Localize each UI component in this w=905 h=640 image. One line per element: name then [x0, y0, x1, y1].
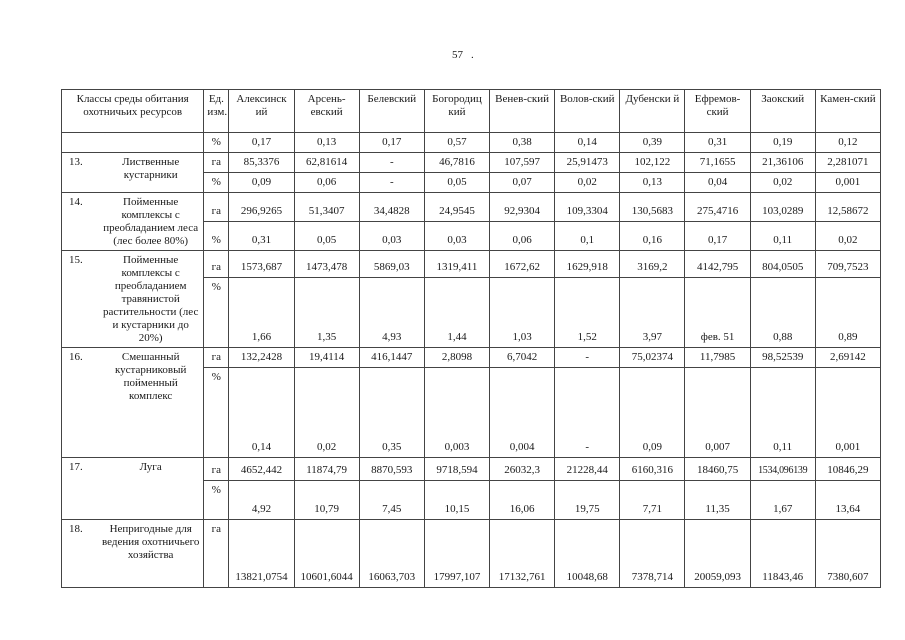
class-cell	[62, 153, 204, 193]
table-cell: 0,12	[815, 133, 880, 153]
table-cell: 4142,795	[685, 251, 750, 278]
table-cell: 130,5683	[620, 193, 685, 222]
table-cell: 0,09	[620, 368, 685, 458]
table-cell: 0,03	[359, 222, 424, 251]
table-cell: 4,93	[359, 278, 424, 348]
table-cell: 7,45	[359, 481, 424, 520]
table-cell: 0,02	[815, 222, 880, 251]
table-cell: 12,58672	[815, 193, 880, 222]
table-cell: 0,02	[294, 368, 359, 458]
header-district: Дубенски й	[620, 90, 685, 133]
table-header-row	[62, 90, 881, 133]
table-cell: 0,13	[294, 133, 359, 153]
table-cell: 2,69142	[815, 348, 880, 368]
table-cell: 34,4828	[359, 193, 424, 222]
unit-cell: га	[204, 153, 229, 173]
class-index: 15.	[69, 254, 83, 266]
table-cell: 0,57	[424, 133, 489, 153]
table-row	[62, 348, 881, 368]
table-cell: 0,17	[685, 222, 750, 251]
table-cell: 296,9265	[229, 193, 294, 222]
table-cell: 25,91473	[555, 153, 620, 173]
table-row	[62, 520, 881, 588]
table-cell: 46,7816	[424, 153, 489, 173]
table-cell: 0,06	[294, 173, 359, 193]
table-cell: 3169,2	[620, 251, 685, 278]
table-cell: 0,09	[229, 173, 294, 193]
table-cell: -	[555, 368, 620, 458]
table-cell: 10,79	[294, 481, 359, 520]
header-district: Венев-ский	[490, 90, 555, 133]
table-cell: 11,35	[685, 481, 750, 520]
table-cell: 71,1655	[685, 153, 750, 173]
table-cell: 0,1	[555, 222, 620, 251]
table-cell: 0,007	[685, 368, 750, 458]
table-cell: 0,001	[815, 368, 880, 458]
table-cell: 132,2428	[229, 348, 294, 368]
header-district: Белевский	[359, 90, 424, 133]
class-name: Пойменные комплексы с преобладанием леса (лес более 80%)	[103, 196, 199, 247]
table-cell: 0,17	[359, 133, 424, 153]
table-cell: 26032,3	[490, 458, 555, 481]
page-mark: .	[471, 49, 474, 61]
table-cell: 0,11	[750, 368, 815, 458]
unit-cell: %	[204, 173, 229, 193]
table-cell: 11,7985	[685, 348, 750, 368]
unit-cell: га	[204, 251, 229, 278]
table-cell: 103,0289	[750, 193, 815, 222]
table-cell: 0,02	[750, 173, 815, 193]
table-cell: 107,597	[490, 153, 555, 173]
table-cell: 7378,714	[620, 520, 685, 588]
unit-cell: %	[204, 368, 229, 458]
table-cell: 1,52	[555, 278, 620, 348]
table-cell: 24,9545	[424, 193, 489, 222]
table-cell: 0,03	[424, 222, 489, 251]
header-district: Алексинск ий	[229, 90, 294, 133]
table-cell: 62,81614	[294, 153, 359, 173]
table-cell: 10048,68	[555, 520, 620, 588]
table-cell: 0,19	[750, 133, 815, 153]
table-cell: 21,36106	[750, 153, 815, 173]
table-cell: 10,15	[424, 481, 489, 520]
table-cell: 416,1447	[359, 348, 424, 368]
table-cell: 109,3304	[555, 193, 620, 222]
class-name: Смешанный кустарниковый пойменный комплекс	[114, 351, 187, 402]
class-cell	[62, 348, 204, 458]
table-cell: 275,4716	[685, 193, 750, 222]
table-cell: 20059,093	[685, 520, 750, 588]
table-cell: 0,17	[229, 133, 294, 153]
table-cell: 85,3376	[229, 153, 294, 173]
table-cell: 16,06	[490, 481, 555, 520]
header-district: Ефремов-ский	[685, 90, 750, 133]
table-cell: 0,05	[424, 173, 489, 193]
table-cell: 0,07	[490, 173, 555, 193]
table-cell: 804,0505	[750, 251, 815, 278]
table-cell: 13821,0754	[229, 520, 294, 588]
table-cell: 2,281071	[815, 153, 880, 173]
table-row	[62, 458, 881, 481]
table-cell: 0,39	[620, 133, 685, 153]
table-cell: 6160,316	[620, 458, 685, 481]
class-cell	[62, 251, 204, 348]
table-row	[62, 251, 881, 278]
class-index: 14.	[69, 196, 83, 208]
table-cell: 11843,46	[750, 520, 815, 588]
table-cell: -	[555, 348, 620, 368]
table-cell: 0,003	[424, 368, 489, 458]
table-cell: 0,88	[750, 278, 815, 348]
header-unit: Ед. изм.	[204, 90, 229, 133]
table-cell: 17132,761	[490, 520, 555, 588]
table-cell: -	[359, 153, 424, 173]
table-cell: 21228,44	[555, 458, 620, 481]
header-district: Богородиц кий	[424, 90, 489, 133]
table-cell: 1,44	[424, 278, 489, 348]
table-cell: 1473,478	[294, 251, 359, 278]
table-cell: 92,9304	[490, 193, 555, 222]
page-number: 57	[452, 49, 463, 61]
class-name: Луга	[139, 461, 162, 473]
table-cell: 9718,594	[424, 458, 489, 481]
table-cell: -	[359, 173, 424, 193]
table-cell: 10846,29	[815, 458, 880, 481]
table-cell: 75,02374	[620, 348, 685, 368]
table-cell: 8870,593	[359, 458, 424, 481]
table-cell: 98,52539	[750, 348, 815, 368]
table-cell: 7,71	[620, 481, 685, 520]
table-cell: 0,38	[490, 133, 555, 153]
class-cell	[62, 520, 204, 588]
table-cell: 1,35	[294, 278, 359, 348]
table-cell: 0,31	[685, 133, 750, 153]
table-cell: 0,14	[555, 133, 620, 153]
table-cell: 5869,03	[359, 251, 424, 278]
class-index: 18.	[69, 523, 83, 535]
class-cell	[62, 133, 204, 153]
unit-cell: га	[204, 458, 229, 481]
class-index: 13.	[69, 156, 83, 168]
class-index: 17.	[69, 461, 83, 473]
unit-cell: %	[204, 133, 229, 153]
table-row	[62, 153, 881, 173]
table-cell: 0,16	[620, 222, 685, 251]
table-cell: 11874,79	[294, 458, 359, 481]
table-cell: 16063,703	[359, 520, 424, 588]
unit-cell: га	[204, 348, 229, 368]
unit-cell: %	[204, 278, 229, 348]
table-cell: 0,31	[229, 222, 294, 251]
unit-cell: %	[204, 222, 229, 251]
class-cell	[62, 193, 204, 251]
table-cell: 0,04	[685, 173, 750, 193]
table-row	[62, 133, 881, 153]
header-class: Классы среды обитания охотничьих ресурсов	[62, 90, 204, 133]
table-cell: 709,7523	[815, 251, 880, 278]
table-cell: 19,75	[555, 481, 620, 520]
table-cell: 1,03	[490, 278, 555, 348]
table-cell: 1629,918	[555, 251, 620, 278]
table-cell: 1,66	[229, 278, 294, 348]
class-name: Пойменные комплексы с преобладанием травянистой растительности (лес и кустарники до 20%)	[103, 254, 199, 344]
table-cell: 51,3407	[294, 193, 359, 222]
class-name: Лиственные кустарники	[122, 156, 180, 181]
table-cell: 19,4114	[294, 348, 359, 368]
table-cell: 18460,75	[685, 458, 750, 481]
class-cell	[62, 458, 204, 520]
table-cell: 1573,687	[229, 251, 294, 278]
table-cell: 3,97	[620, 278, 685, 348]
table-cell: 10601,6044	[294, 520, 359, 588]
table-cell: фев. 51	[685, 278, 750, 348]
table-cell: 0,11	[750, 222, 815, 251]
table-cell: 17997,107	[424, 520, 489, 588]
table-cell: 102,122	[620, 153, 685, 173]
table-body	[62, 133, 881, 588]
table-cell: 4,92	[229, 481, 294, 520]
table-cell: 0,06	[490, 222, 555, 251]
table-cell: 0,14	[229, 368, 294, 458]
habitat-classes-table	[61, 89, 881, 588]
table-cell: 1,67	[750, 481, 815, 520]
unit-cell: %	[204, 481, 229, 520]
class-index: 16.	[69, 351, 83, 363]
header-district: Заокский	[750, 90, 815, 133]
table-cell: 4652,442	[229, 458, 294, 481]
table-cell: 2,8098	[424, 348, 489, 368]
table-cell: 0,004	[490, 368, 555, 458]
header-district: Волов-ский	[555, 90, 620, 133]
class-name: Непригодные для ведения охотничьего хозяйства	[102, 523, 200, 561]
unit-cell: га	[204, 193, 229, 222]
table-cell: 6,7042	[490, 348, 555, 368]
table-cell: 1672,62	[490, 251, 555, 278]
table-cell: 0,13	[620, 173, 685, 193]
table-cell: 0,001	[815, 173, 880, 193]
table-cell: 0,05	[294, 222, 359, 251]
table-cell: 0,89	[815, 278, 880, 348]
table-cell: 1534,096139	[750, 458, 815, 481]
unit-cell: га	[204, 520, 229, 588]
header-district: Арсень-евский	[294, 90, 359, 133]
table-row	[62, 193, 881, 222]
table-cell: 0,02	[555, 173, 620, 193]
table-cell: 13,64	[815, 481, 880, 520]
header-district: Камен-ский	[815, 90, 880, 133]
table-cell: 7380,607	[815, 520, 880, 588]
table-cell: 0,35	[359, 368, 424, 458]
table-cell: 1319,411	[424, 251, 489, 278]
